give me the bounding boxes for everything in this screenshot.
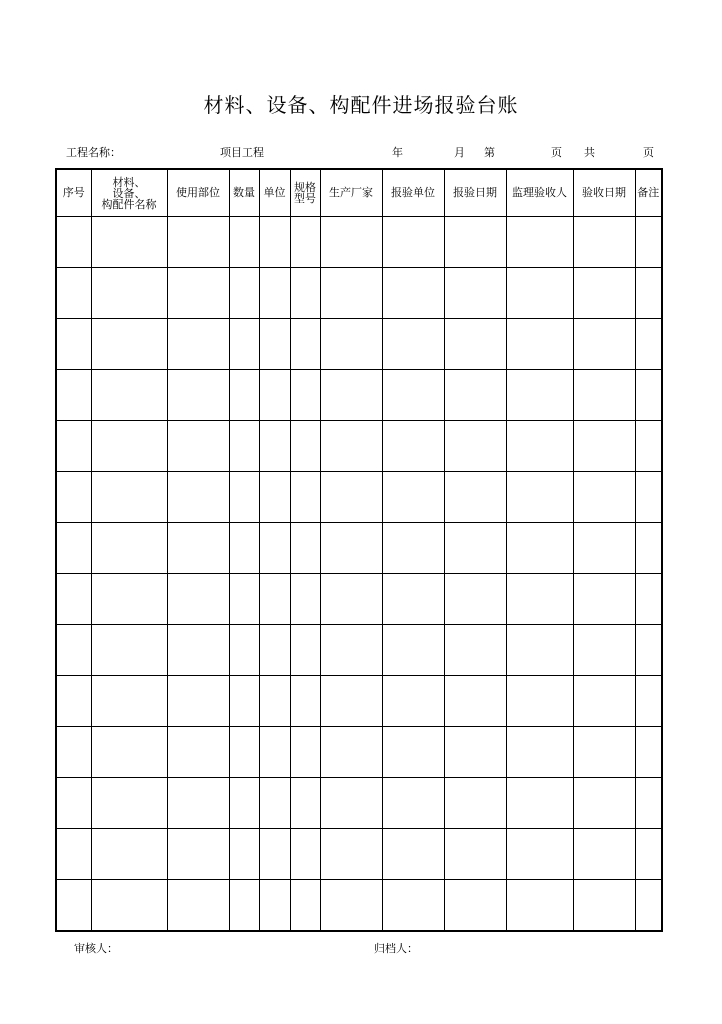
table-cell[interactable] (91, 676, 167, 727)
table-cell[interactable] (167, 676, 229, 727)
table-cell[interactable] (56, 268, 91, 319)
table-cell[interactable] (382, 727, 444, 778)
table-cell[interactable] (444, 319, 506, 370)
table-cell[interactable] (229, 319, 259, 370)
table-row (56, 880, 662, 932)
table-cell[interactable] (320, 727, 382, 778)
table-cell[interactable] (635, 676, 662, 727)
table-cell[interactable] (635, 880, 662, 932)
table-cell[interactable] (259, 625, 290, 676)
table-row (56, 829, 662, 880)
table-cell[interactable] (167, 778, 229, 829)
table-cell[interactable] (91, 217, 167, 268)
table-cell[interactable] (635, 421, 662, 472)
table-row (56, 778, 662, 829)
table-cell[interactable] (167, 370, 229, 421)
table-row (56, 727, 662, 778)
column-header-supervisor-inspector: 监理验收人 (506, 169, 573, 217)
table-cell[interactable] (229, 217, 259, 268)
table-cell[interactable] (506, 268, 573, 319)
table-cell[interactable] (573, 778, 635, 829)
spec-header-line: 规格 (294, 181, 316, 194)
table-cell[interactable] (573, 268, 635, 319)
table-header-row (56, 169, 662, 217)
column-header-manufacturer: 生产厂家 (320, 169, 382, 217)
table-cell[interactable] (320, 370, 382, 421)
table-cell[interactable] (56, 472, 91, 523)
table-cell[interactable] (259, 574, 290, 625)
table-cell[interactable] (56, 829, 91, 880)
project-name-label: 工程名称： (66, 146, 121, 159)
table-cell[interactable] (259, 523, 290, 574)
table-cell[interactable] (290, 625, 320, 676)
table-cell[interactable] (444, 880, 506, 932)
table-cell[interactable] (259, 676, 290, 727)
table-cell[interactable] (635, 625, 662, 676)
table-cell[interactable] (91, 268, 167, 319)
table-cell[interactable] (506, 829, 573, 880)
table-cell[interactable] (573, 727, 635, 778)
table-cell[interactable] (259, 472, 290, 523)
table-cell[interactable] (91, 727, 167, 778)
table-cell[interactable] (444, 574, 506, 625)
table-cell[interactable] (56, 574, 91, 625)
item-name-header-line: 设备、 (112, 186, 146, 200)
table-cell[interactable] (444, 523, 506, 574)
table-cell[interactable] (290, 472, 320, 523)
table-cell[interactable] (229, 268, 259, 319)
total-pages-prefix: 共 (584, 146, 595, 159)
column-header-submission-date: 报验日期 (444, 169, 506, 217)
ledger-body (56, 217, 662, 932)
table-cell[interactable] (290, 421, 320, 472)
page-title: 材料、设备、构配件进场报验台账 (203, 93, 519, 117)
table-cell[interactable] (56, 778, 91, 829)
table-cell[interactable] (259, 319, 290, 370)
table-cell[interactable] (167, 319, 229, 370)
table-cell[interactable] (382, 268, 444, 319)
table-cell[interactable] (320, 880, 382, 932)
table-cell[interactable] (444, 217, 506, 268)
column-header-unit: 单位 (259, 169, 290, 217)
table-cell[interactable] (573, 370, 635, 421)
table-cell[interactable] (91, 880, 167, 932)
table-cell[interactable] (167, 472, 229, 523)
table-cell[interactable] (167, 574, 229, 625)
table-cell[interactable] (91, 421, 167, 472)
table-cell[interactable] (290, 829, 320, 880)
table-cell[interactable] (290, 523, 320, 574)
table-cell[interactable] (56, 523, 91, 574)
table-cell[interactable] (229, 523, 259, 574)
table-cell[interactable] (229, 880, 259, 932)
page-number-prefix: 第 (484, 146, 495, 159)
table-cell[interactable] (229, 574, 259, 625)
table-row (56, 268, 662, 319)
table-cell[interactable] (167, 880, 229, 932)
table-cell[interactable] (320, 319, 382, 370)
month-label: 月 (454, 146, 465, 159)
table-cell[interactable] (635, 523, 662, 574)
table-cell[interactable] (506, 625, 573, 676)
table-cell[interactable] (229, 727, 259, 778)
table-cell[interactable] (290, 880, 320, 932)
table-cell[interactable] (320, 523, 382, 574)
table-cell[interactable] (91, 778, 167, 829)
table-cell[interactable] (167, 523, 229, 574)
table-cell[interactable] (290, 319, 320, 370)
column-header-usage-location: 使用部位 (167, 169, 229, 217)
table-cell[interactable] (167, 829, 229, 880)
table-cell[interactable] (382, 472, 444, 523)
table-cell[interactable] (506, 880, 573, 932)
table-cell[interactable] (167, 217, 229, 268)
table-cell[interactable] (444, 778, 506, 829)
spec-header-line: 型号 (294, 192, 316, 205)
table-cell[interactable] (382, 217, 444, 268)
table-cell[interactable] (573, 880, 635, 932)
table-cell[interactable] (444, 421, 506, 472)
table-cell[interactable] (382, 880, 444, 932)
table-row (56, 421, 662, 472)
item-name-header-line: 材料、 (112, 175, 146, 189)
table-row (56, 676, 662, 727)
table-row (56, 625, 662, 676)
table-cell[interactable] (573, 472, 635, 523)
table-cell[interactable] (506, 523, 573, 574)
table-cell[interactable] (506, 574, 573, 625)
table-cell[interactable] (259, 829, 290, 880)
table-cell[interactable] (290, 778, 320, 829)
table-cell[interactable] (290, 370, 320, 421)
table-cell[interactable] (91, 625, 167, 676)
table-cell[interactable] (320, 472, 382, 523)
table-cell[interactable] (259, 268, 290, 319)
table-cell[interactable] (506, 319, 573, 370)
table-cell[interactable] (56, 727, 91, 778)
table-cell[interactable] (259, 370, 290, 421)
table-cell[interactable] (290, 676, 320, 727)
table-cell[interactable] (91, 370, 167, 421)
year-label: 年 (392, 146, 403, 159)
table-row (56, 319, 662, 370)
table-cell[interactable] (91, 829, 167, 880)
table-cell[interactable] (506, 778, 573, 829)
table-cell[interactable] (506, 472, 573, 523)
table-cell[interactable] (635, 574, 662, 625)
table-cell[interactable] (444, 625, 506, 676)
table-cell[interactable] (382, 370, 444, 421)
table-cell[interactable] (320, 778, 382, 829)
table-cell[interactable] (229, 778, 259, 829)
table-cell[interactable] (167, 421, 229, 472)
table-cell[interactable] (167, 727, 229, 778)
column-header-item-name (91, 169, 167, 217)
archiver-label: 归档人： (374, 942, 418, 955)
table-cell[interactable] (229, 370, 259, 421)
table-cell[interactable] (91, 472, 167, 523)
table-cell[interactable] (320, 829, 382, 880)
table-cell[interactable] (444, 676, 506, 727)
table-cell[interactable] (382, 319, 444, 370)
table-cell[interactable] (91, 319, 167, 370)
table-cell[interactable] (635, 268, 662, 319)
total-pages-label: 页 (643, 146, 654, 159)
table-cell[interactable] (635, 829, 662, 880)
table-cell[interactable] (56, 880, 91, 932)
table-cell[interactable] (56, 625, 91, 676)
table-cell[interactable] (320, 574, 382, 625)
table-cell[interactable] (444, 472, 506, 523)
table-cell[interactable] (444, 829, 506, 880)
table-row (56, 574, 662, 625)
table-cell[interactable] (56, 370, 91, 421)
table-cell[interactable] (290, 268, 320, 319)
table-cell[interactable] (573, 421, 635, 472)
table-cell[interactable] (91, 574, 167, 625)
table-cell[interactable] (259, 421, 290, 472)
table-cell[interactable] (635, 217, 662, 268)
table-cell[interactable] (167, 268, 229, 319)
project-name-value: 项目工程 (220, 146, 264, 159)
column-header-acceptance-date: 验收日期 (573, 169, 635, 217)
table-cell[interactable] (635, 319, 662, 370)
table-cell[interactable] (229, 829, 259, 880)
table-cell[interactable] (506, 727, 573, 778)
table-cell[interactable] (259, 217, 290, 268)
table-cell[interactable] (229, 625, 259, 676)
table-cell[interactable] (506, 370, 573, 421)
table-cell[interactable] (573, 319, 635, 370)
table-cell[interactable] (573, 829, 635, 880)
table-cell[interactable] (573, 574, 635, 625)
table-cell[interactable] (382, 625, 444, 676)
table-cell[interactable] (382, 778, 444, 829)
table-cell[interactable] (290, 727, 320, 778)
table-cell[interactable] (290, 217, 320, 268)
table-cell[interactable] (506, 217, 573, 268)
table-cell[interactable] (320, 268, 382, 319)
table-cell[interactable] (320, 421, 382, 472)
table-cell[interactable] (229, 472, 259, 523)
table-cell[interactable] (56, 319, 91, 370)
page-number-label: 页 (551, 146, 562, 159)
table-cell[interactable] (573, 625, 635, 676)
table-cell[interactable] (444, 268, 506, 319)
table-cell[interactable] (573, 523, 635, 574)
table-cell[interactable] (320, 676, 382, 727)
table-cell[interactable] (506, 421, 573, 472)
table-cell[interactable] (444, 727, 506, 778)
table-row (56, 523, 662, 574)
table-cell[interactable] (167, 625, 229, 676)
table-cell[interactable] (635, 778, 662, 829)
ledger-table (55, 168, 663, 932)
table-cell[interactable] (290, 574, 320, 625)
table-cell[interactable] (382, 523, 444, 574)
reviewer-label: 审核人： (74, 942, 118, 955)
table-cell[interactable] (506, 676, 573, 727)
table-cell[interactable] (320, 217, 382, 268)
table-cell[interactable] (91, 523, 167, 574)
table-cell[interactable] (320, 625, 382, 676)
table-cell[interactable] (573, 676, 635, 727)
table-cell[interactable] (444, 370, 506, 421)
column-header-serial: 序号 (56, 169, 91, 217)
table-cell[interactable] (382, 574, 444, 625)
table-row (56, 370, 662, 421)
table-cell[interactable] (259, 778, 290, 829)
table-cell[interactable] (635, 727, 662, 778)
table-cell[interactable] (382, 676, 444, 727)
table-cell[interactable] (382, 829, 444, 880)
table-cell[interactable] (229, 676, 259, 727)
table-cell[interactable] (56, 217, 91, 268)
table-cell[interactable] (56, 676, 91, 727)
table-cell[interactable] (573, 217, 635, 268)
column-header-quantity: 数量 (229, 169, 259, 217)
table-cell[interactable] (56, 421, 91, 472)
table-row (56, 472, 662, 523)
table-cell[interactable] (259, 727, 290, 778)
column-header-remarks: 备注 (635, 169, 662, 217)
table-cell[interactable] (635, 472, 662, 523)
table-cell[interactable] (635, 370, 662, 421)
column-header-spec-model (290, 169, 320, 217)
table-row (56, 217, 662, 268)
table-cell[interactable] (259, 880, 290, 932)
table-cell[interactable] (382, 421, 444, 472)
table-cell[interactable] (229, 421, 259, 472)
column-header-submitting-unit: 报验单位 (382, 169, 444, 217)
item-name-header-line: 构配件名称 (101, 197, 157, 211)
